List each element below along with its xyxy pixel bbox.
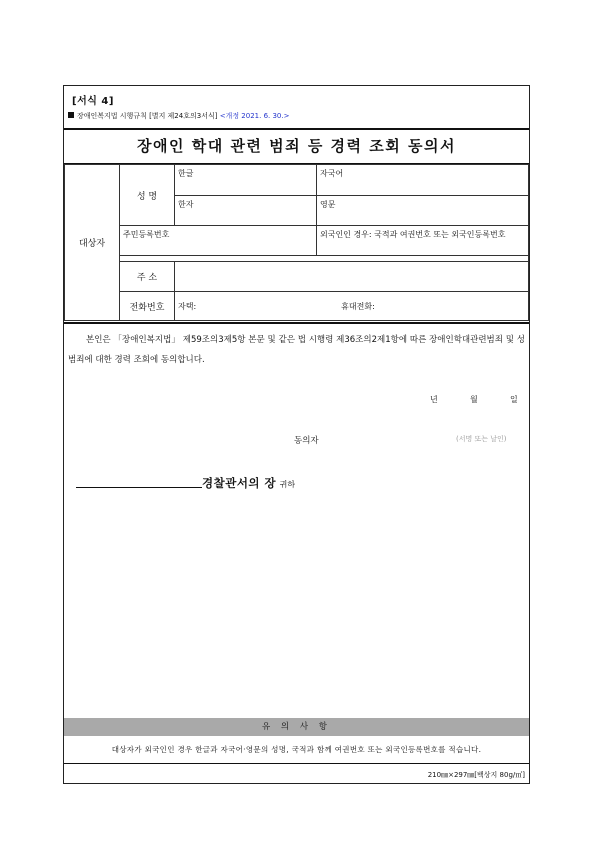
signer-label: 동의자 [294,436,319,446]
name-hangul-field[interactable] [175,165,317,196]
foreigner-id-field[interactable] [317,226,529,256]
form-title: 장애인 학대 관련 범죄 등 경력 조회 동의서 [137,137,456,155]
square-bullet-icon [68,112,74,118]
paper-spec: 210㎜×297㎜[백상지 80g/㎡] [427,771,525,779]
table-bottom-rule [64,322,529,324]
phone-field[interactable] [175,292,529,321]
name-english-field[interactable] [317,196,529,226]
phone-label: 전화번호 [120,292,175,321]
addressee-office: 경찰관서의 장 [202,476,277,490]
addressee-blank[interactable] [76,476,202,488]
consent-statement [64,330,529,370]
name-label: 성 명 [120,165,175,226]
notice-bottom-rule [64,763,529,764]
title-top-rule [64,128,529,130]
addressee-line [76,475,295,491]
form-number: [서식 4] [72,96,114,107]
signature-mark: (서명 또는 날인) [456,435,507,443]
revision-date: <개정 2021. 6. 30.> [219,112,290,120]
subject-info-table [64,164,529,321]
date-year: 년 [430,395,438,404]
notice-text: 대상자가 외국인인 경우 한글과 자국어·영문의 성명, 국적과 함께 여권번호 또는 외국인등록번호를 적습니다. [111,745,482,754]
subject-section-label: 대상자 [65,165,120,321]
form-frame [63,85,530,784]
notice-heading: 유 의 사 항 [64,718,529,736]
legal-basis-line [68,111,289,121]
legal-basis: 장애인복지법 시행규칙 [별지 제24호의3서식] [77,112,218,120]
native-language-label: 자국어 [320,169,344,178]
rrn-field[interactable] [120,226,317,256]
name-native-field[interactable] [317,165,529,196]
address-label: 주 소 [120,262,175,292]
hangul-label: 한글 [178,169,194,178]
foreigner-id-label: 외국인인 경우: 국적과 여권번호 또는 외국인등록번호 [320,230,506,239]
consent-text: 본인은 「장애인복지법」 제59조의3제5항 본문 및 같은 법 시행령 제36조의2제1항에 따른 장애인학대관련범죄 및 성범죄에 대한 경력 조회에 동의합니다. [68,335,525,365]
addressee-honorific: 귀하 [279,480,296,489]
mobile-phone-label: 휴대전화: [341,301,375,311]
date-month: 월 [470,395,478,404]
home-phone-label: 자택: [178,301,197,311]
date-day: 일 [510,395,518,404]
address-field[interactable] [175,262,529,292]
hanja-label: 한자 [178,200,194,209]
rrn-label: 주민등록번호 [123,230,170,239]
name-hanja-field[interactable] [175,196,317,226]
english-label: 영문 [320,200,336,209]
